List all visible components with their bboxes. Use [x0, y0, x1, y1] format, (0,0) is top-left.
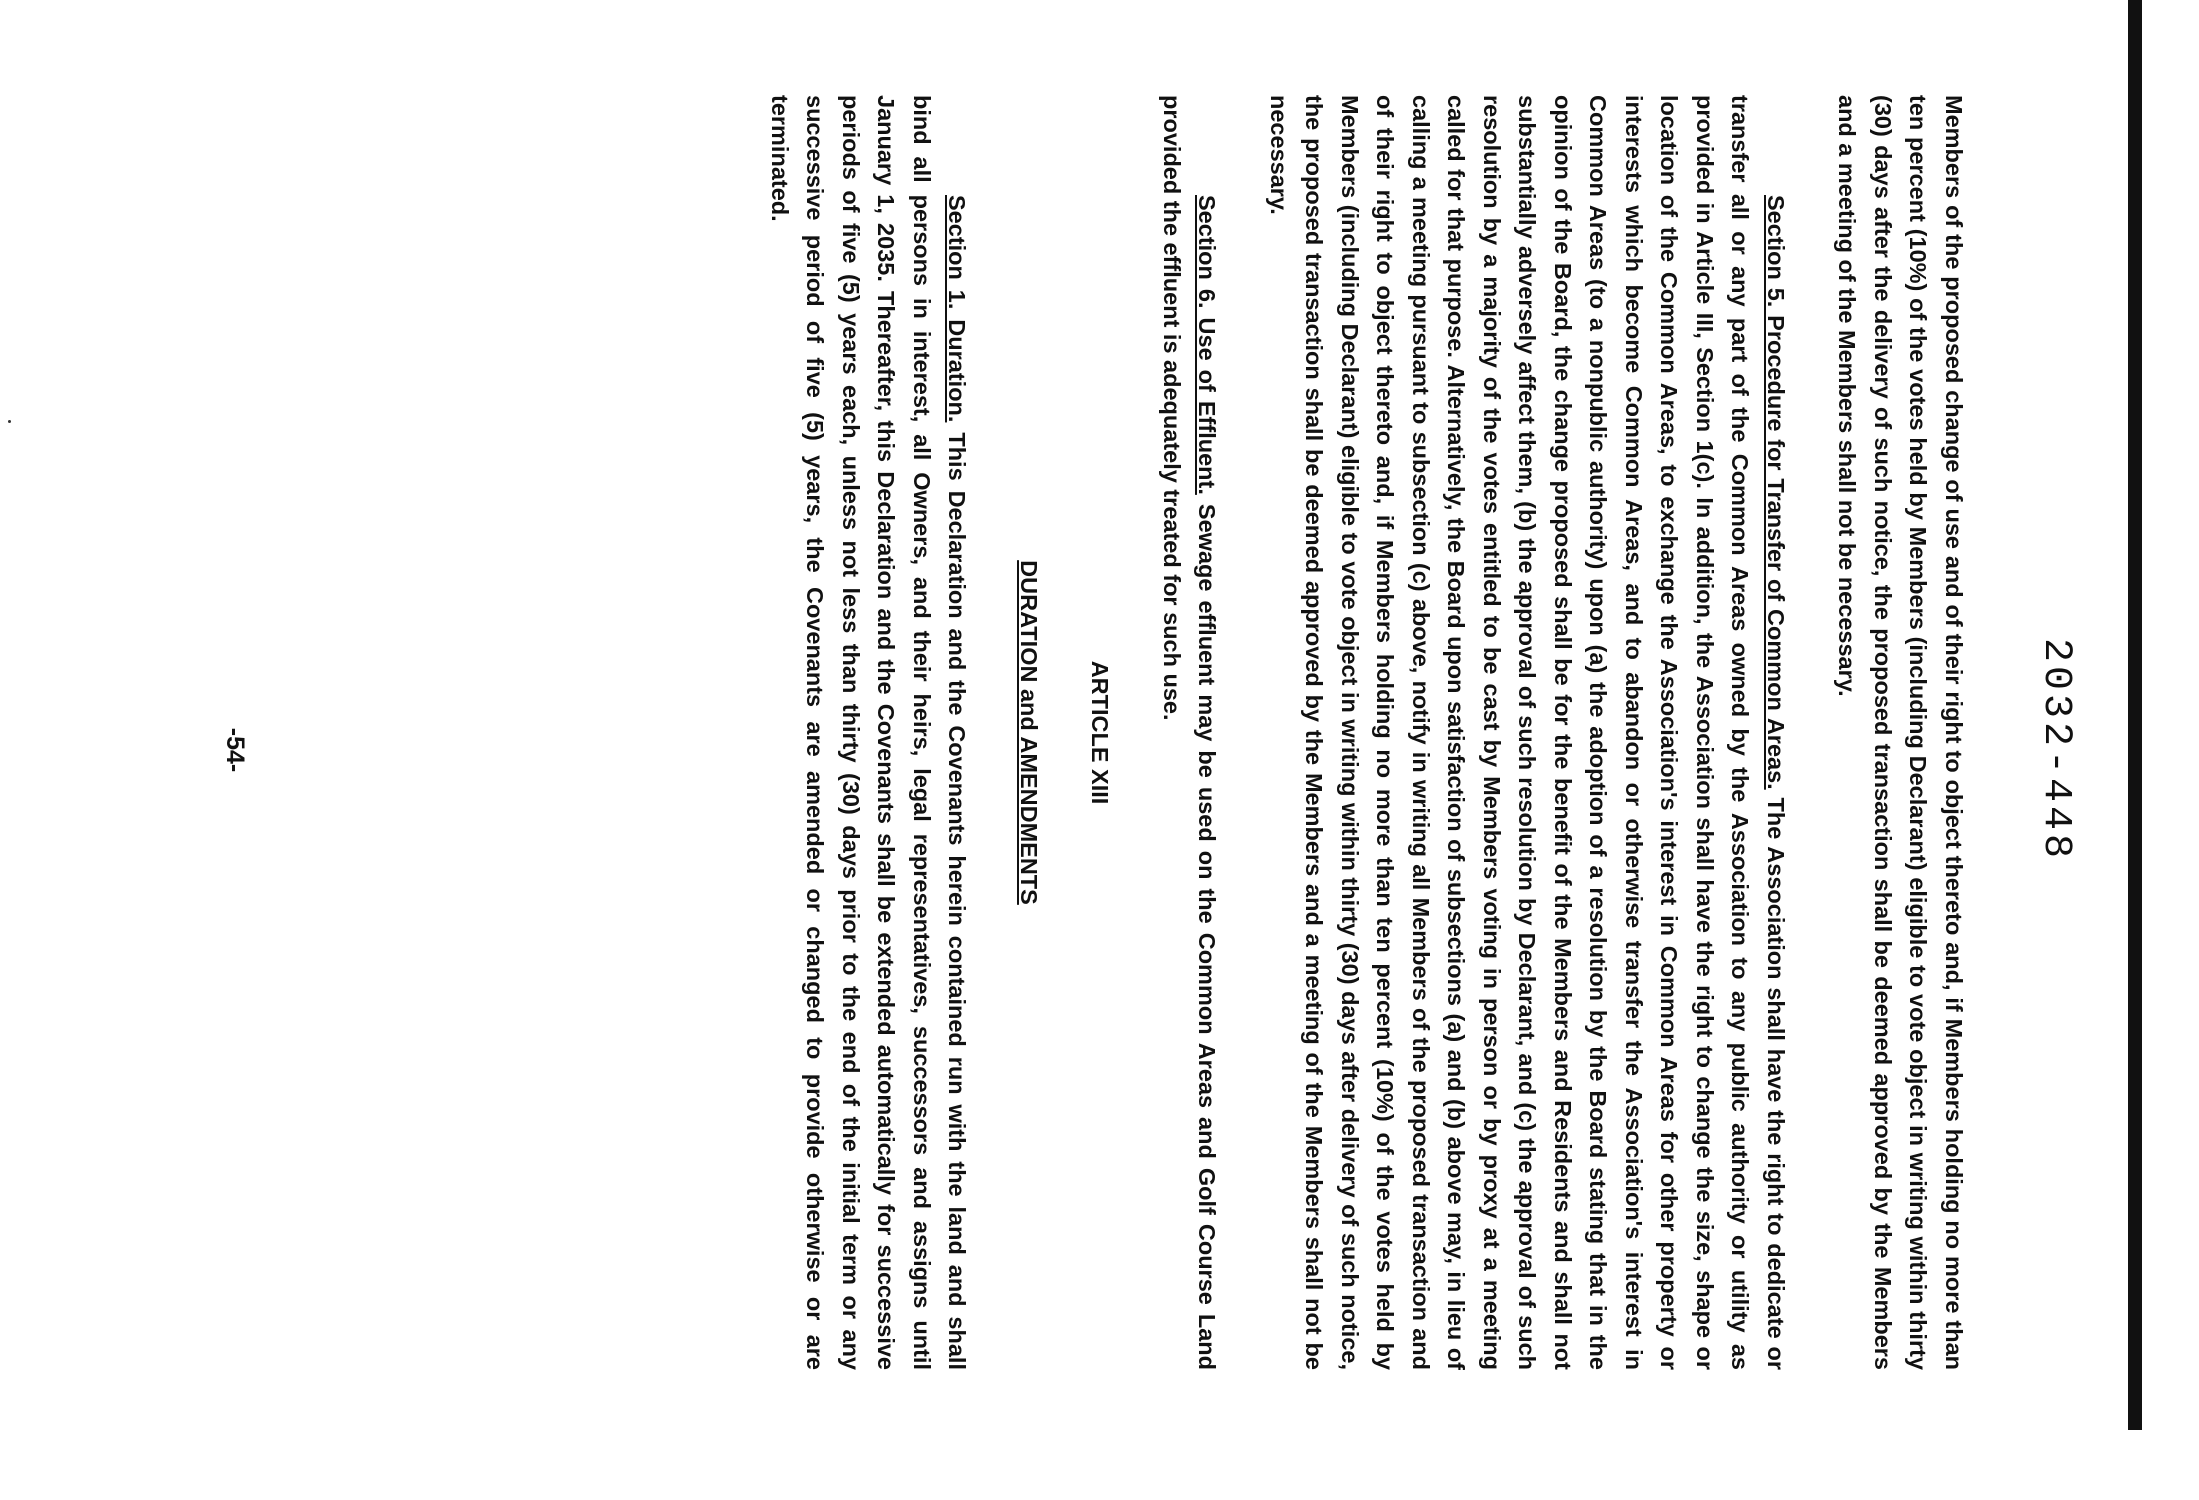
section-6-paragraph [1154, 95, 1225, 1370]
section-1-heading: Section 1. Duration. [944, 195, 971, 423]
section-5-text: The Association shall have the right to dedicate or transfer all or any part of the Common Areas owned by the Association to any public authority or utility as provided in Article III, Section 1(c). In addition, the Association shall have the right to change the size, shape or location of the Common Areas, to exchange the Association's interest in Common Areas for other property or interests which become Common Areas, and to abandon or otherwise transfer the Association's interest in Common Areas (to a nonpublic authority) upon (a) the adoption of a resolution by the Board stating that in the opinion of the Board, the change proposed shall be for the benefit of the Members and Residents and shall not substantially adversely affect them, (b) the approval of such resolution by Declarant, and (c) the approval of such resolution by a majority of the votes entitled to be cast by Members voting in person or by proxy at a meeting called for that purpose. Alternatively, the Board upon satisfaction of subsections (a) and (b) above may, in lieu of calling a meeting pursuant to subsection (c) above, notify in writing all Members of the proposed transaction and of their right to object thereto and, if Members holding no more than ten percent (10%) of the votes held by Members (including Declarant) eligible to vote object in writing within thirty (30) days after delivery of such notice, the proposed transaction shall be deemed approved by the Members and a meeting of the Members shall not be necessary. [1266, 95, 1789, 1370]
section-6-heading: Section 6. Use of Effluent. [1194, 195, 1221, 495]
article-title: ARTICLE XIII [1087, 660, 1114, 805]
section-1-paragraph [762, 95, 975, 1370]
paragraph-gap [1046, 95, 1082, 1370]
section-5-heading: Section 5. Procedure for Transfer of Common Areas. [1763, 195, 1789, 790]
document-body [762, 95, 1972, 1370]
paragraph-gap [975, 95, 1011, 1370]
continuation-paragraph: Members of the proposed change of use and of their right to object thereto and, if Members holding no more than ten percent (10%) of the votes held by Members (including Declarant) eligible to vote object in writing within thirty (30) days after the delivery of such notice, the proposed transaction shall be deemed approved by the Members and a meeting of the Members shall not be necessary. [1834, 95, 1967, 1370]
paragraph-gap [1118, 95, 1154, 1370]
paragraph-gap [1225, 95, 1261, 1370]
section-1-text: This Declaration and the Covenants herein contained run with the land and shall bind all persons in interest, all Owners, and their heirs, legal representatives, successors and assigns until January 1, 2035. Thereafter, this Declaration and the Covenants shall be extended automatically for successive periods of five (5) years each, unless not less than thirty (30) days prior to the end of the initial term or any successive period of five (5) years, the Covenants are amended or changed to provide otherwise or are terminated. [767, 95, 971, 1370]
section-5-paragraph [1261, 95, 1794, 1370]
document-number: 2032-448 [2033, 637, 2078, 863]
section-6-text: Sewage effluent may be used on the Common Areas and Golf Course Land provided the effluent is adequately treated for such use. [1159, 95, 1221, 1371]
article-subtitle: DURATION and AMENDMENTS [1016, 560, 1042, 905]
page-number: -54- [221, 727, 249, 773]
paragraph-gap [1793, 95, 1829, 1370]
